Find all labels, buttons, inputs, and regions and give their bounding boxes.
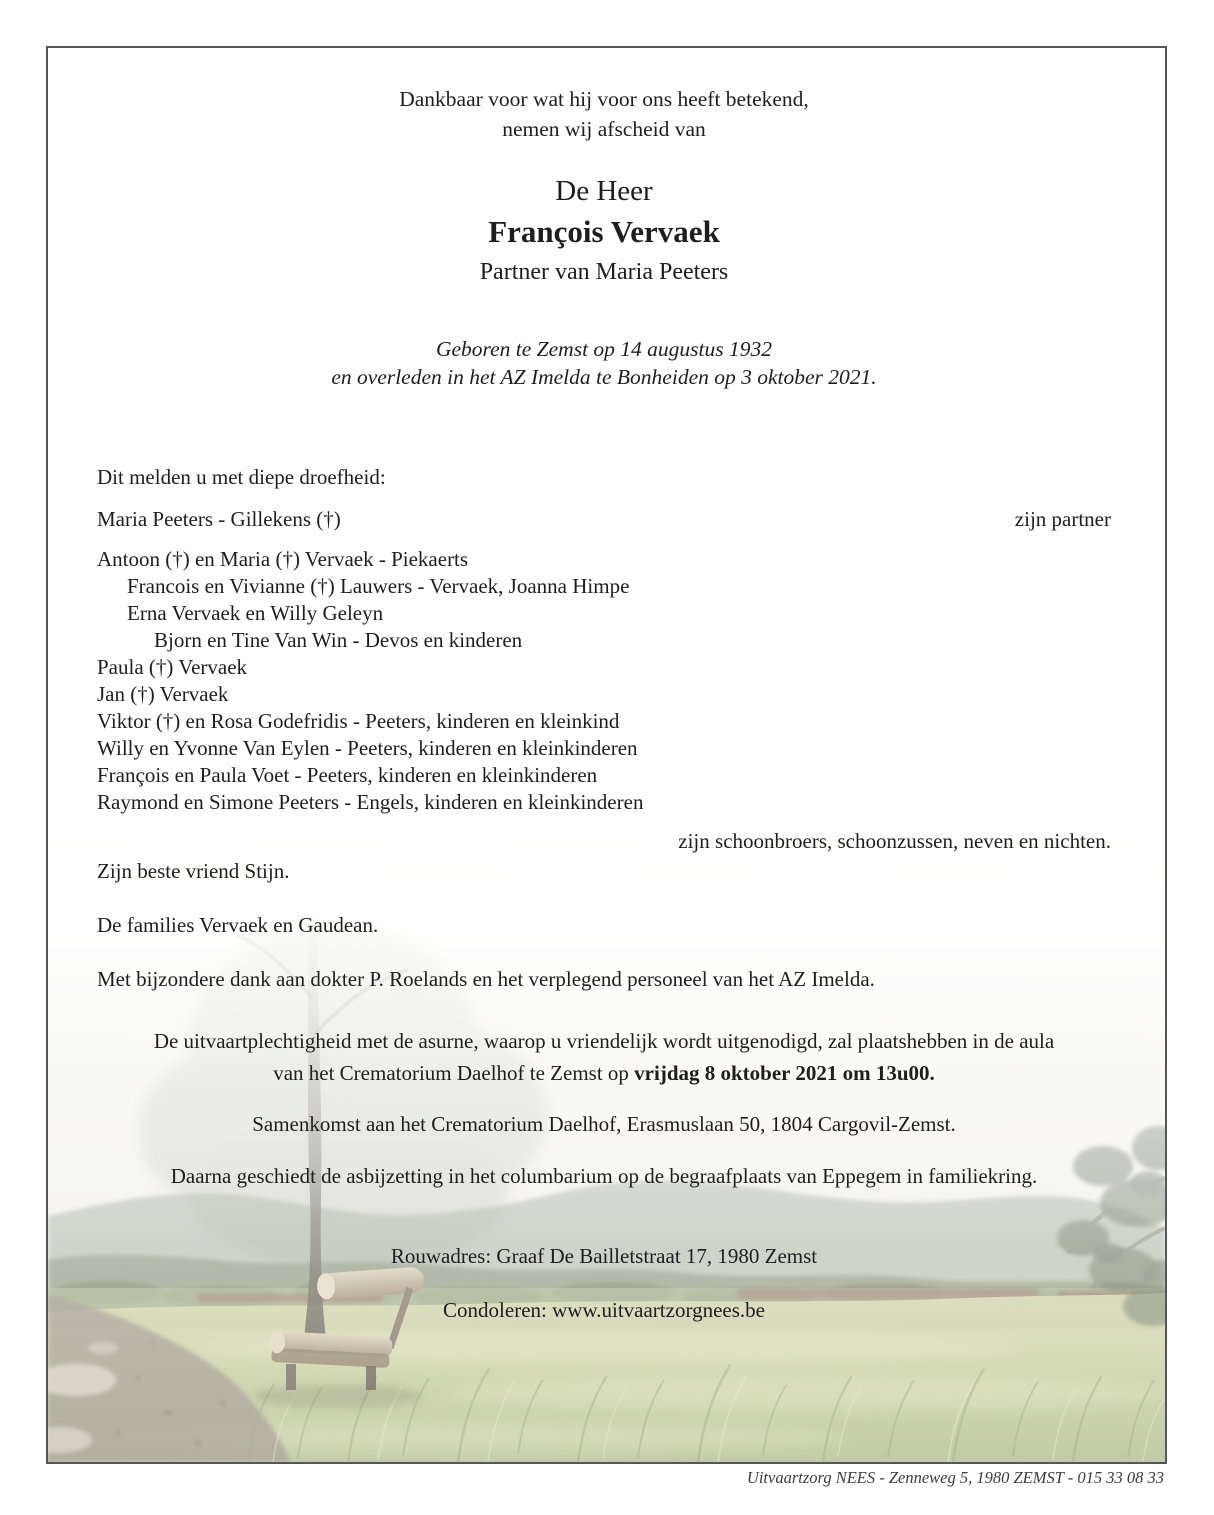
ceremony-paragraph: [97, 1025, 1111, 1089]
family-line: Raymond en Simone Peeters - Engels, kinderen en kleinkinderen: [97, 790, 644, 814]
friend-line: Zijn beste vriend Stijn.: [97, 859, 290, 883]
died-line: en overleden in het AZ Imelda te Bonheiden op 3 oktober 2021.: [331, 365, 877, 389]
family-line: Bjorn en Tine Van Win - Devos en kinderen: [154, 628, 523, 652]
family-line: Antoon (†) en Maria (†) Vervaek - Piekaerts: [97, 547, 469, 571]
gathering-line: Samenkomst aan het Crematorium Daelhof, Erasmuslaan 50, 1804 Cargovil-Zemst.: [252, 1112, 956, 1136]
family-line: François en Paula Voet - Peeters, kinderen en kleinkinderen: [97, 763, 598, 787]
intro-line-1: Dankbaar voor wat hij voor ons heeft betekend,: [399, 87, 809, 111]
ceremony-line-2: van het Crematorium Daelhof te Zemst op vrijdag 8 oktober 2021 om 13u00.: [273, 1061, 935, 1085]
born-line: Geboren te Zemst op 14 augustus 1932: [435, 337, 773, 361]
ceremony-line-1: De uitvaartplechtigheid met de asurne, waarop u vriendelijk wordt uitgenodigd, zal plaatshebben in de aula: [153, 1029, 1055, 1053]
condolences-line: Condoleren: www.uitvaartzorgnees.be: [443, 1298, 765, 1322]
family-line: Francois en Vivianne (†) Lauwers - Vervaek, Joanna Himpe: [127, 574, 630, 598]
deceased-title: De Heer: [555, 175, 653, 207]
inlaws-line: zijn schoonbroers, schoonzussen, neven en nichten.: [678, 829, 1111, 853]
family-list: [97, 546, 1111, 816]
intro-lines: [97, 84, 1111, 144]
intro-line-2: nemen wij afscheid van: [502, 117, 706, 141]
partner-name: Maria Peeters - Gillekens (†): [97, 507, 341, 531]
family-line: Erna Vervaek en Willy Geleyn: [127, 601, 384, 625]
ceremony-datetime: vrijdag 8 oktober 2021 om 13u00.: [634, 1061, 935, 1085]
family-line: Jan (†) Vervaek: [97, 682, 229, 706]
undertaker-footer: Uitvaartzorg NEES - Zenneweg 5, 1980 ZEMST - 015 33 08 33: [746, 1468, 1164, 1487]
interment-line: Daarna geschiedt de asbijzetting in het columbarium op de begraafplaats van Eppegem in familiekring.: [170, 1164, 1038, 1188]
thanks-line: Met bijzondere dank aan dokter P. Roelands en het verplegend personeel van het AZ Imelda.: [97, 967, 875, 991]
family-line: Willy en Yvonne Van Eylen - Peeters, kinderen en kleinkinderen: [97, 736, 638, 760]
families-line: De families Vervaek en Gaudean.: [97, 913, 379, 937]
deceased-relation: Partner van Maria Peeters: [479, 259, 729, 285]
family-line: Paula (†) Vervaek: [97, 655, 248, 679]
memorial-card: [46, 46, 1167, 1464]
partner-relation: zijn partner: [1014, 507, 1111, 531]
mourning-address-line: Rouwadres: Graaf De Bailletstraat 17, 1980 Zemst: [390, 1244, 818, 1268]
family-line: Viktor (†) en Rosa Godefridis - Peeters, kinderen en kleinkind: [97, 709, 620, 733]
birth-death-lines: [97, 335, 1111, 391]
partner-row: [97, 506, 1111, 533]
deceased-name: François Vervaek: [488, 214, 720, 249]
announcement-lead: Dit melden u met diepe droefheid:: [97, 465, 386, 489]
